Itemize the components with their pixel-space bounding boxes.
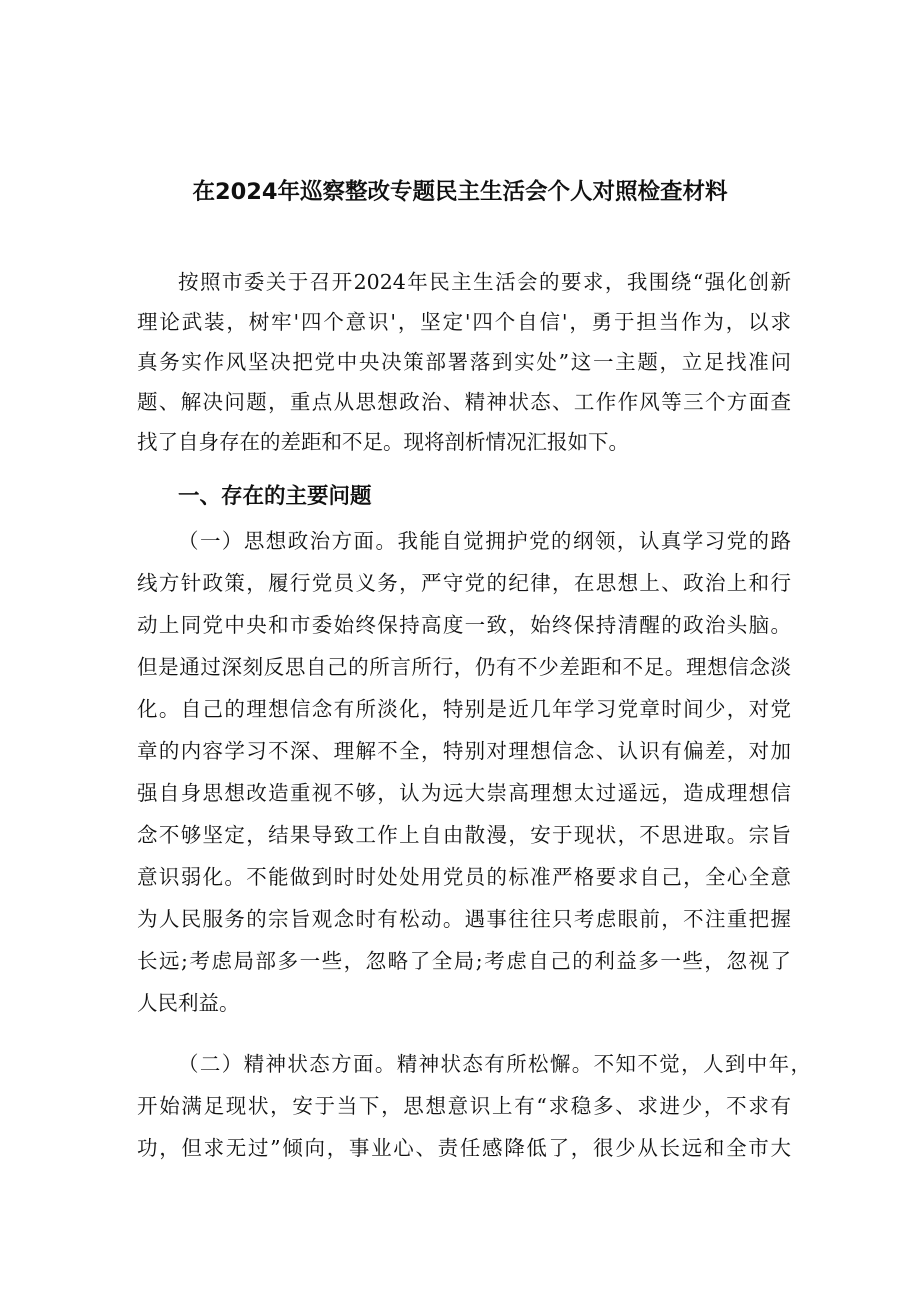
intro-line: 真务实作风坚决把党中央决策部署落到实处”这一主题，立足找准问 <box>137 350 791 374</box>
subsection1-line: 化。自己的理想信念有所淡化，特别是近几年学习党章时间少，对党 <box>137 697 791 721</box>
subsection1-line: 念不够坚定，结果导致工作上自由散漫，安于现状，不思进取。宗旨 <box>137 823 791 847</box>
subsection1-line: （一）思想政治方面。我能自觉拥护党的纲领，认真学习党的路 <box>178 529 791 553</box>
section-heading: 一、存在的主要问题 <box>178 484 372 509</box>
subsection2-line: 开始满足现状，安于当下，思想意识上有“求稳多、求进少，不求有 <box>137 1094 791 1118</box>
subsection1-line: 为人民服务的宗旨观念时有松动。遇事往往只考虑眼前，不注重把握 <box>137 907 791 931</box>
subsection1-line: 长远;考虑局部多一些，忽略了全局;考虑自己的利益多一些，忽视了 <box>137 949 791 973</box>
document-title: 在2024年巡察整改专题民主生活会个人对照检查材料 <box>192 179 728 205</box>
intro-line: 理论武装，树牢'四个意识'，坚定'四个自信'，勇于担当作为，以求 <box>137 310 791 334</box>
subsection2-line: （二）精神状态方面。精神状态有所松懈。不知不觉，人到中年， <box>178 1052 811 1076</box>
intro-line: 题、解决问题，重点从思想政治、精神状态、工作作风等三个方面查 <box>137 390 791 414</box>
subsection2-line: 功，但求无过”倾向，事业心、责任感降低了，很少从长远和全市大 <box>137 1136 791 1160</box>
subsection1-line: 人民利益。 <box>137 991 240 1015</box>
subsection1-line: 章的内容学习不深、理解不全，特别对理想信念、认识有偏差，对加 <box>137 739 791 763</box>
intro-line: 按照市委关于召开2024年民主生活会的要求，我围绕“强化创新 <box>178 270 791 294</box>
subsection1-line: 强自身思想改造重视不够，认为远大崇高理想太过遥远，造成理想信 <box>137 781 791 805</box>
intro-line: 找了自身存在的差距和不足。现将剖析情况汇报如下。 <box>137 430 629 454</box>
subsection1-line: 线方针政策，履行党员义务，严守党的纪律，在思想上、政治上和行 <box>137 571 791 595</box>
subsection1-line: 但是通过深刻反思自己的所言所行，仍有不少差距和不足。理想信念淡 <box>137 655 791 679</box>
subsection1-line: 意识弱化。不能做到时时处处用党员的标准严格要求自己，全心全意 <box>137 865 791 889</box>
subsection1-line: 动上同党中央和市委始终保持高度一致，始终保持清醒的政治头脑。 <box>137 613 791 637</box>
